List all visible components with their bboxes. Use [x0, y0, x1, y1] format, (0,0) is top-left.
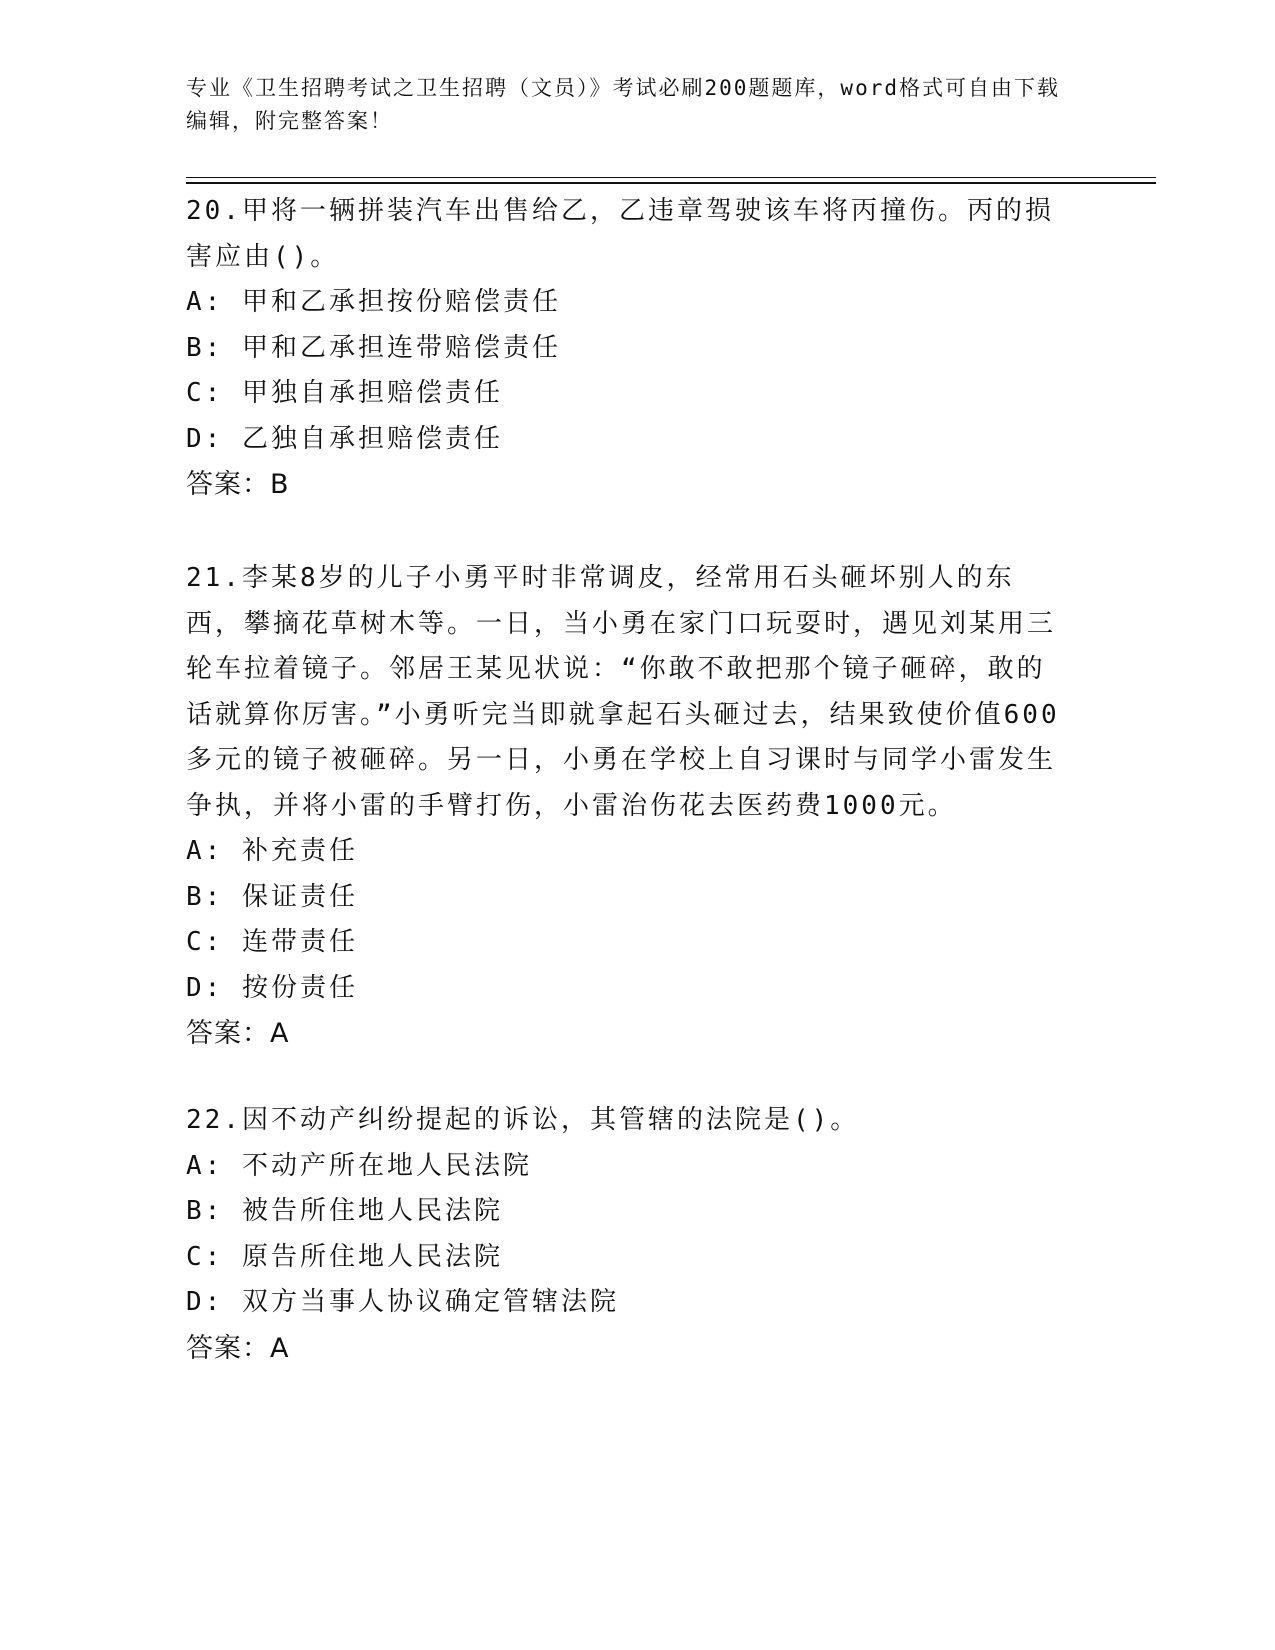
question-stem: 21.李某8岁的儿子小勇平时非常调皮，经常用石头砸坏别人的东西，攀摘花草树木等。一日，当小勇在家门口玩耍时，遇见刘某用三轮车拉着镜子。邻居王某见状说：“你敢不敢把那个镜子砸碎，敢的话就算你厉害。”小勇听完当即就拿起石头砸过去，结果致使价值600多元的镜子被砸碎。另一日，小勇在学校上自习课时与同学小雷发生争执，并将小雷的手臂打伤，小雷治伤花去医药费1000元。 [186, 563, 1060, 821]
option-b: B: 保证责任 [186, 881, 358, 912]
question-stem: 22.因不动产纠纷提起的诉讼，其管辖的法院是()。 [186, 1105, 860, 1135]
option-d: D: 按份责任 [186, 972, 358, 1003]
question-20 [186, 189, 1066, 508]
option-c: C: 甲独自承担赔偿责任 [186, 378, 503, 408]
answer-label: 答案：A [186, 1332, 290, 1364]
option-b: B: 甲和乙承担连带赔偿责任 [186, 332, 561, 363]
option-c: C: 原告所住地人民法院 [186, 1241, 503, 1272]
header-intro: 专业《卫生招聘考试之卫生招聘（文员）》考试必刷200题题库，word格式可自由下载编辑，附完整答案！ [186, 76, 1060, 133]
option-a: A: 甲和乙承担按份赔偿责任 [186, 287, 561, 317]
option-c: C: 连带责任 [186, 927, 358, 957]
question-stem: 20.甲将一辆拼装汽车出售给乙，乙违章驾驶该车将丙撞伤。丙的损害应由()。 [186, 196, 1054, 272]
header-rule-thin [186, 177, 1156, 178]
question-22 [186, 1098, 1066, 1371]
option-a: A: 不动产所在地人民法院 [186, 1150, 532, 1181]
header-rule-thick [186, 182, 1156, 184]
answer-label: 答案：B [186, 469, 290, 500]
question-21 [186, 556, 1066, 1057]
option-b: B: 被告所住地人民法院 [186, 1196, 503, 1226]
answer-label: 答案：A [186, 1018, 290, 1049]
option-d: D: 乙独自承担赔偿责任 [186, 423, 503, 454]
option-a: A: 补充责任 [186, 836, 358, 866]
option-d: D: 双方当事人协议确定管辖法院 [186, 1287, 619, 1317]
